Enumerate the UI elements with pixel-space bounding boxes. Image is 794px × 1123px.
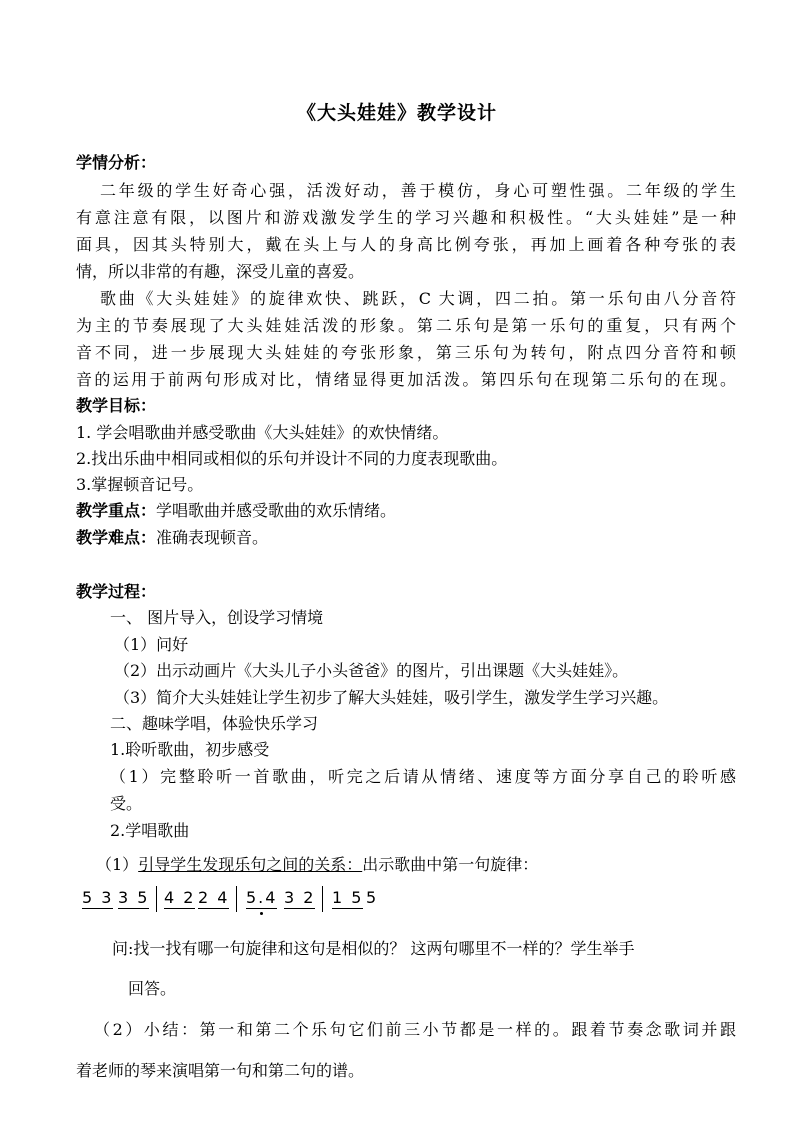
key-point-label: 教学重点： bbox=[76, 501, 157, 520]
bar-line-3 bbox=[322, 886, 323, 912]
goal-item-2: 2.找出乐曲中相同或相似的乐句并设计不同的力度表现歌曲。 bbox=[76, 449, 508, 468]
goals-heading: 教学目标： bbox=[76, 396, 157, 415]
difficulty-text: 准确表现顿音。 bbox=[156, 528, 269, 547]
summary-line-b: 着老师的琴来演唱第一句和第二句的谱。 bbox=[76, 1061, 365, 1080]
lower-dot-mark bbox=[260, 912, 263, 915]
question-line-a: 问:找一找有哪一句旋律和这句是相似的？ 这两句哪里不一样的？学生举手 bbox=[112, 939, 635, 958]
summary-line-a: （2）小结：第一和第二个乐句它们前三小节都是一样的。跟着节奏念歌词并跟 bbox=[94, 1020, 736, 1039]
melody-instruction-underlined: 引导学生发现乐句之间的关系： bbox=[138, 855, 363, 874]
section-2-step-1-text-b: 受。 bbox=[110, 794, 143, 813]
melody-note-group-4: 2 4 bbox=[198, 888, 230, 907]
analysis-p2-line4: 音的运用于前两句形成对比，情绪显得更加活泼。第四乐句在现第二乐句的在现。 bbox=[76, 370, 736, 389]
analysis-p1-line3: 面具，因其头特别大，戴在头上与人的身高比例夸张，再加上画着各种夸张的表 bbox=[76, 235, 736, 254]
section-1-item-3: （3）简介大头娃娃让学生初步了解大头娃娃，吸引学生，激发学生学习兴趣。 bbox=[114, 688, 669, 707]
melody-note-group-6: 3 2 bbox=[284, 888, 316, 907]
section-1-item-2: （2）出示动画片《大头儿子小头爸爸》的图片，引出课题《大头娃娃》。 bbox=[114, 661, 629, 680]
section-2-heading: 二、趣味学唱，体验快乐学习 bbox=[110, 714, 319, 733]
analysis-p2-line1: 歌曲《大头娃娃》的旋律欢快、跳跃，C 大调，四二拍。第一乐句由八分音符 bbox=[100, 289, 736, 308]
key-point-text: 学唱歌曲并感受歌曲的欢乐情绪。 bbox=[156, 501, 397, 520]
melody-instruction-prefix: （1） bbox=[96, 855, 139, 874]
bar-line-1 bbox=[156, 886, 157, 912]
goal-item-3: 3.掌握顿音记号。 bbox=[76, 475, 204, 494]
section-2-step-1-text-a: （1）完整聆听一首歌曲，听完之后请从情绪、速度等方面分享自己的聆听感 bbox=[110, 767, 736, 786]
section-2-step-1: 1.聆听歌曲，初步感受 bbox=[110, 740, 270, 759]
melody-note-group-5: 5.4 bbox=[246, 888, 278, 907]
section-1-heading: 一、 图片导入，创设学习情境 bbox=[110, 608, 324, 627]
key-point-line bbox=[76, 498, 396, 524]
difficulty-line bbox=[76, 525, 268, 551]
section-1-item-1: （1）问好 bbox=[114, 635, 189, 654]
melody-note-group-2: 3 5 bbox=[118, 888, 150, 907]
question-line-b: 回答。 bbox=[128, 979, 177, 998]
section-2-step-2: 2.学唱歌曲 bbox=[110, 821, 190, 840]
bar-line-2 bbox=[236, 886, 237, 912]
analysis-p1-line2: 有意注意有限，以图片和游戏激发学生的学习兴趣和积极性。“大头娃娃”是一种 bbox=[76, 208, 736, 227]
melody-note-group-8: 5 bbox=[366, 888, 379, 907]
melody-note-group-1: 5 3 bbox=[82, 888, 114, 907]
difficulty-label: 教学难点： bbox=[76, 528, 157, 547]
process-heading: 教学过程： bbox=[76, 582, 157, 601]
analysis-p1-line4: 情，所以非常的有趣，深受儿童的喜爱。 bbox=[76, 262, 365, 281]
melody-instruction-suffix: 出示歌曲中第一句旋律： bbox=[362, 855, 539, 874]
analysis-p1-line1: 二年级的学生好奇心强，活泼好动，善于模仿，身心可塑性强。二年级的学生 bbox=[100, 181, 736, 200]
goal-item-1: 1. 学会唱歌曲并感受歌曲《大头娃娃》的欢快情绪。 bbox=[76, 423, 449, 442]
analysis-p2-line3: 音不同，进一步展现大头娃娃的夸张形象，第三乐句为转句，附点四分音符和顿 bbox=[76, 343, 736, 362]
melody-note-group-3: 4 2 bbox=[164, 888, 196, 907]
analysis-p2-line2: 为主的节奏展现了大头娃娃活泼的形象。第二乐句是第一乐句的重复，只有两个 bbox=[76, 316, 736, 335]
document-title: 《大头娃娃》教学设计 bbox=[296, 102, 497, 124]
melody-note-group-7: 1 5 bbox=[332, 888, 364, 907]
melody-instruction bbox=[96, 852, 538, 878]
analysis-heading: 学情分析： bbox=[76, 153, 157, 172]
